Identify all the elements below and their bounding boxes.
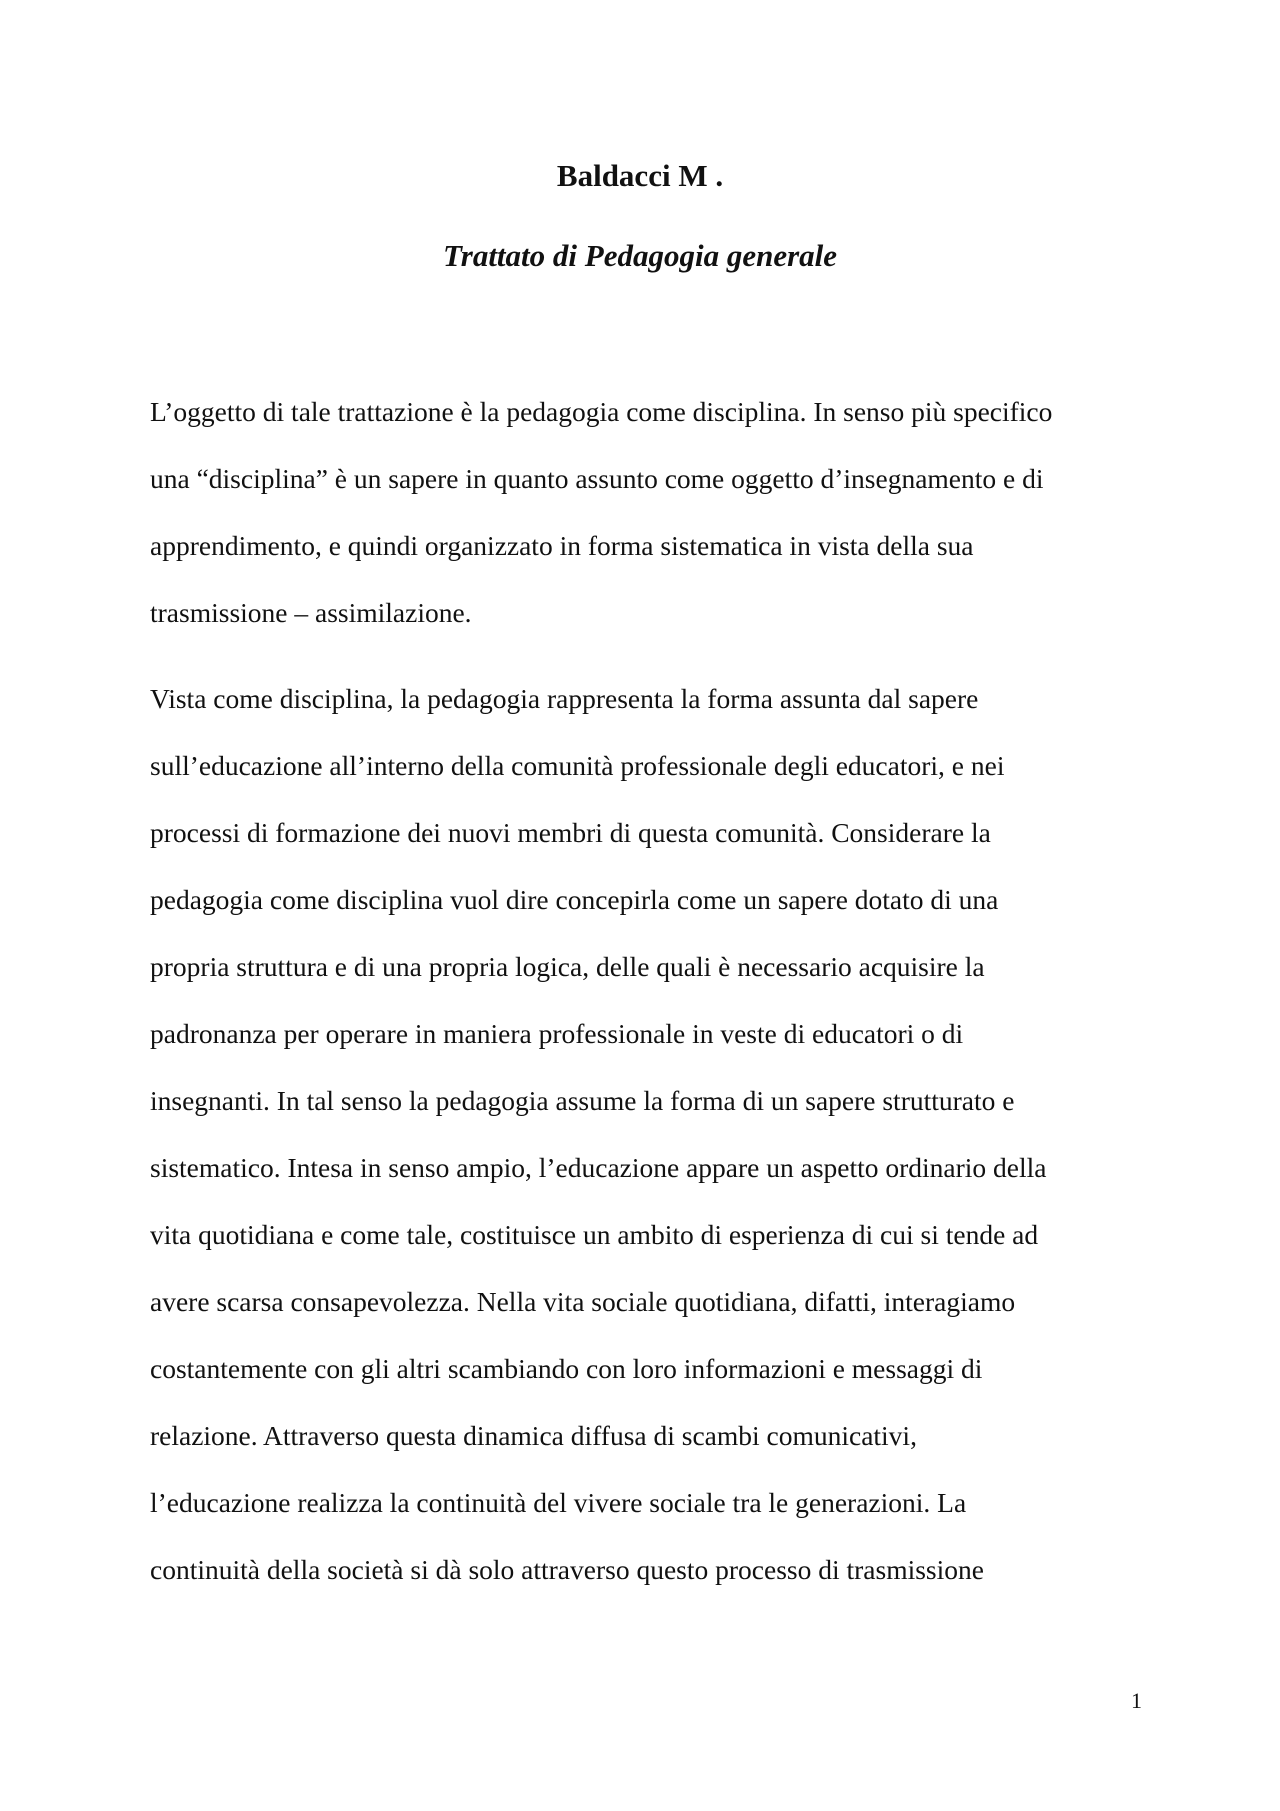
text-line: una “disciplina” è un sapere in quanto assunto come oggetto d’insegnamento e di [150,463,1044,494]
text-line: sull’educazione all’interno della comunità professionale degli educatori, e nei [150,750,1005,781]
text-line: trasmissione – assimilazione. [150,597,472,628]
text-line: continuità della società si dà solo attraverso questo processo di trasmissione [150,1554,984,1585]
text-line: sistematico. Intesa in senso ampio, l’educazione appare un aspetto ordinario della [150,1152,1047,1183]
text-line: avere scarsa consapevolezza. Nella vita sociale quotidiana, difatti, interagiamo [150,1286,1016,1317]
text-line: insegnanti. In tal senso la pedagogia assume la forma di un sapere strutturato e [150,1085,1015,1116]
book-title: Trattato di Pedagogia generale [442,238,838,273]
text-line: padronanza per operare in maniera professionale in veste di educatori o di [150,1018,964,1049]
text-line: processi di formazione dei nuovi membri di questa comunità. Considerare la [150,817,991,848]
text-line: propria struttura e di una propria logica, delle quali è necessario acquisire la [150,951,985,982]
page-number: 1 [1131,1688,1142,1713]
text-line: costantemente con gli altri scambiando con loro informazioni e messaggi di [150,1353,983,1384]
author-name: Baldacci M . [556,158,724,193]
text-line: relazione. Attraverso questa dinamica diffusa di scambi comunicativi, [150,1420,917,1451]
text-line: vita quotidiana e come tale, costituisce un ambito di esperienza di cui si tende ad [150,1219,1039,1250]
text-line: l’educazione realizza la continuità del vivere sociale tra le generazioni. La [150,1487,967,1518]
text-line: pedagogia come disciplina vuol dire concepirla come un sapere dotato di una [150,884,999,915]
text-line: apprendimento, e quindi organizzato in forma sistematica in vista della sua [150,530,974,561]
text-line: L’oggetto di tale trattazione è la pedagogia come disciplina. In senso più specifico [150,396,1053,427]
text-line: Vista come disciplina, la pedagogia rappresenta la forma assunta dal sapere [150,683,979,714]
